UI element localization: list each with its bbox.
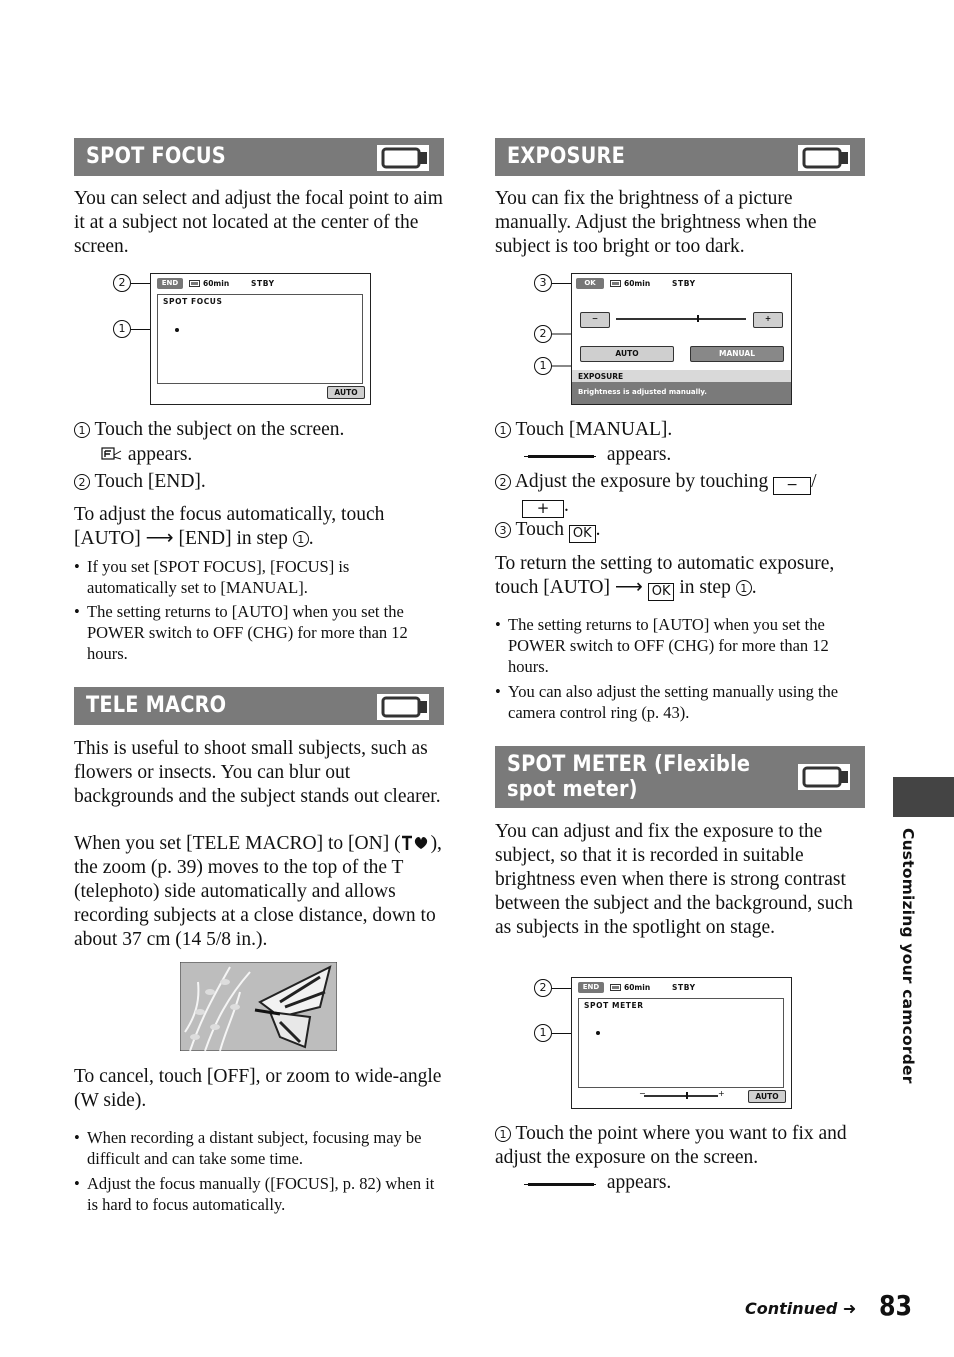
spot-focus-step1	[74, 418, 446, 442]
exposure-message: Brightness is adjusted manually.	[578, 388, 707, 396]
step1-sub-text: appears.	[606, 444, 672, 465]
bullet-text: The setting returns to [AUTO] when you set the POWER switch to OFF (CHG) for more than 12 hours.	[87, 602, 408, 663]
arrow-icon: ⟶	[614, 577, 643, 598]
exposure-step1-sub	[522, 443, 671, 467]
step1-text: Touch the point where you want to fix and adjust the exposure on the screen.	[495, 1123, 847, 1168]
spot-meter-intro: You can adjust and fix the exposure to the subject, so that it is recorded in suitable brightness even when there is strong contrast between the subject and the background, such as subjects in the spotlight on stage.	[495, 821, 853, 938]
tele-macro-title: TELE MACRO	[86, 693, 227, 718]
spot-focus-title: SPOT FOCUS	[86, 144, 226, 169]
manual-button[interactable]: MANUAL	[690, 346, 784, 362]
status-stby: STBY	[672, 279, 696, 288]
exposure-label: EXPOSURE	[578, 372, 624, 381]
para2-a: When you set [TELE MACRO] to [ON] (	[74, 833, 401, 854]
callout-1: 1	[113, 320, 131, 338]
minus-button[interactable]: −	[580, 312, 610, 328]
mini-exposure-bar	[644, 1095, 718, 1097]
step-number-1: 1	[495, 422, 511, 438]
battery-icon	[610, 984, 622, 991]
chapter-label-text: Customizing your camcorder	[899, 828, 917, 1084]
meter-point[interactable]	[596, 1031, 600, 1035]
step3-text: Touch	[515, 519, 564, 540]
battery-time: 60min	[624, 983, 651, 992]
exposure-bar-icon	[522, 452, 602, 460]
spot-focus-screen	[150, 273, 371, 405]
step1-text: Touch [MANUAL].	[515, 419, 673, 440]
auto-text-a: To adjust the focus automatically, touch [AUTO]	[74, 504, 385, 549]
bullet-text: The setting returns to [AUTO] when you set the POWER switch to OFF (CHG) for more than 12 hours.	[508, 615, 829, 676]
spot-meter-header	[495, 746, 865, 808]
exposure-slider[interactable]	[616, 318, 746, 320]
tele-macro-icon	[401, 834, 431, 852]
step1-sub-text: appears.	[606, 1172, 672, 1193]
spot-focus-header	[74, 138, 444, 176]
exposure-step3: 3 Touch OK .	[495, 518, 601, 543]
battery-icon	[610, 280, 622, 287]
step-ref-1: 1	[293, 531, 309, 547]
screen-frame	[157, 294, 363, 384]
mini-bar-marker	[686, 1092, 688, 1099]
camera-mode-icon	[376, 144, 430, 172]
spot-focus-step2	[74, 470, 206, 494]
chapter-tab	[893, 777, 954, 817]
mini-bar-minus: −	[639, 1089, 646, 1098]
step-number-2: 2	[74, 474, 90, 490]
step-number-1: 1	[495, 1126, 511, 1142]
plus-button[interactable]: +	[753, 312, 783, 328]
camera-mode-icon	[797, 144, 851, 172]
end-button[interactable]: END	[157, 278, 183, 289]
exposure-screen	[571, 273, 792, 405]
battery-time: 60min	[203, 279, 230, 288]
exposure-step1	[495, 418, 672, 442]
continued-label	[745, 1299, 856, 1318]
step-number-2: 2	[495, 474, 511, 490]
auto-button[interactable]: AUTO	[580, 346, 674, 362]
slider-marker	[697, 315, 699, 322]
end-button[interactable]: END	[578, 982, 604, 993]
screen-label: SPOT FOCUS	[163, 297, 223, 306]
callout-3: 3	[534, 274, 552, 292]
callout-1: 1	[534, 1024, 552, 1042]
step-number-1: 1	[74, 422, 90, 438]
exposure-bar-icon	[522, 1180, 602, 1188]
exposure-return: To return the setting to automatic exposure, touch [AUTO] ⟶ OK in step 1 .	[495, 553, 835, 599]
ok-button[interactable]: OK	[576, 278, 604, 289]
auto-button[interactable]: AUTO	[748, 1090, 786, 1103]
screen-frame	[578, 998, 784, 1088]
bullet-text: You can also adjust the setting manually using the camera control ring (p. 43).	[508, 682, 839, 722]
butterfly-photo	[180, 962, 337, 1051]
bullet-item: • When recording a distant subject, focusing may be difficult and can take some time.	[74, 1127, 446, 1169]
ok-box-icon: OK	[648, 583, 675, 601]
camera-mode-icon	[797, 763, 851, 791]
exposure-header	[495, 138, 865, 176]
bullet-item: • You can also adjust the setting manually using the camera control ring (p. 43).	[495, 681, 867, 723]
bullet-text: Adjust the focus manually ([FOCUS], p. 82) when it is hard to focus automatically.	[87, 1174, 435, 1214]
spot-focus-indicator-icon	[101, 446, 123, 462]
tele-macro-header	[74, 687, 444, 725]
bullet-item: • Adjust the focus manually ([FOCUS], p. 82) when it is hard to focus automatically.	[74, 1173, 446, 1215]
plus-box-icon: +	[522, 500, 564, 518]
spot-focus-auto-text: To adjust the focus automatically, touch [AUTO] ⟶ [END] in step 1 .	[74, 504, 385, 549]
exposure-step2-plus: + .	[522, 494, 569, 518]
ok-box-icon: OK	[569, 525, 596, 543]
spot-meter-step1-sub	[522, 1171, 671, 1195]
spot-focus-step1-sub	[101, 443, 192, 467]
spot-meter-title-line2: spot meter)	[507, 777, 638, 802]
bullet-item: • If you set [SPOT FOCUS], [FOCUS] is automatically set to [MANUAL].	[74, 556, 446, 598]
continued-text: Continued	[745, 1299, 838, 1318]
tele-macro-cancel: To cancel, touch [OFF], or zoom to wide-angle (W side).	[74, 1066, 442, 1111]
spot-meter-title-line1: SPOT METER (Flexible	[507, 752, 751, 777]
step1-text: Touch the subject on the screen.	[94, 419, 345, 440]
bullet-text: If you set [SPOT FOCUS], [FOCUS] is automatically set to [MANUAL].	[87, 557, 350, 597]
auto-text-b: [END] in step	[178, 528, 288, 549]
battery-icon	[189, 280, 201, 287]
arrow-icon: ⟶	[145, 528, 174, 549]
return-text-b: in step	[679, 577, 731, 598]
screen-label: SPOT METER	[584, 1001, 644, 1010]
para2-b: ), the zoom (p. 39) moves to the top of the T (telephoto) side automatically and allows recording subjects at a close distance, down to about 37 cm (14 5/8 in.).	[74, 833, 442, 950]
callout-2: 2	[534, 979, 552, 997]
exposure-info-panel	[572, 370, 791, 404]
callout-2: 2	[113, 274, 131, 292]
mini-bar-plus: +	[718, 1089, 725, 1098]
status-stby: STBY	[251, 279, 275, 288]
continued-arrow-icon: ➜	[842, 1299, 857, 1318]
callout-2: 2	[534, 325, 552, 343]
bullet-item: • The setting returns to [AUTO] when you set the POWER switch to OFF (CHG) for more than 12 hours.	[495, 614, 867, 677]
callout-1: 1	[534, 357, 552, 375]
spot-meter-screen	[571, 977, 792, 1109]
step2-text: Touch [END].	[94, 471, 206, 492]
step2-text: Adjust the exposure by touching	[514, 471, 769, 492]
return-text-a: To return the setting to automatic exposure, touch [AUTO]	[495, 553, 835, 598]
battery-time: 60min	[624, 279, 651, 288]
exposure-step2: 2 Adjust the exposure by touching − /	[495, 470, 867, 495]
tele-macro-para2	[74, 832, 446, 952]
camera-mode-icon	[376, 693, 430, 721]
step-ref-1: 1	[736, 580, 752, 596]
step-number-3: 3	[495, 522, 511, 538]
spot-focus-intro: You can select and adjust the focal point to aim it at a subject not located at the center of the screen.	[74, 188, 443, 257]
spot-meter-step1	[495, 1122, 867, 1170]
chapter-label	[897, 828, 919, 1084]
bullet-item: • The setting returns to [AUTO] when you set the POWER switch to OFF (CHG) for more than 12 hours.	[74, 601, 446, 664]
focus-point[interactable]	[175, 328, 179, 332]
step1-sub-text: appears.	[127, 444, 193, 465]
status-stby: STBY	[672, 983, 696, 992]
bullet-text: When recording a distant subject, focusing may be difficult and can take some time.	[87, 1128, 422, 1168]
page-number: 83	[879, 1289, 913, 1322]
minus-box-icon: −	[773, 477, 811, 495]
auto-button[interactable]: AUTO	[327, 386, 365, 399]
exposure-title: EXPOSURE	[507, 144, 626, 169]
exposure-intro: You can fix the brightness of a picture manually. Adjust the brightness when the subject is too bright or too dark.	[495, 188, 817, 257]
tele-macro-para1: This is useful to shoot small subjects, such as flowers or insects. You can blur out backgrounds and the subject stands out clearer.	[74, 738, 441, 807]
